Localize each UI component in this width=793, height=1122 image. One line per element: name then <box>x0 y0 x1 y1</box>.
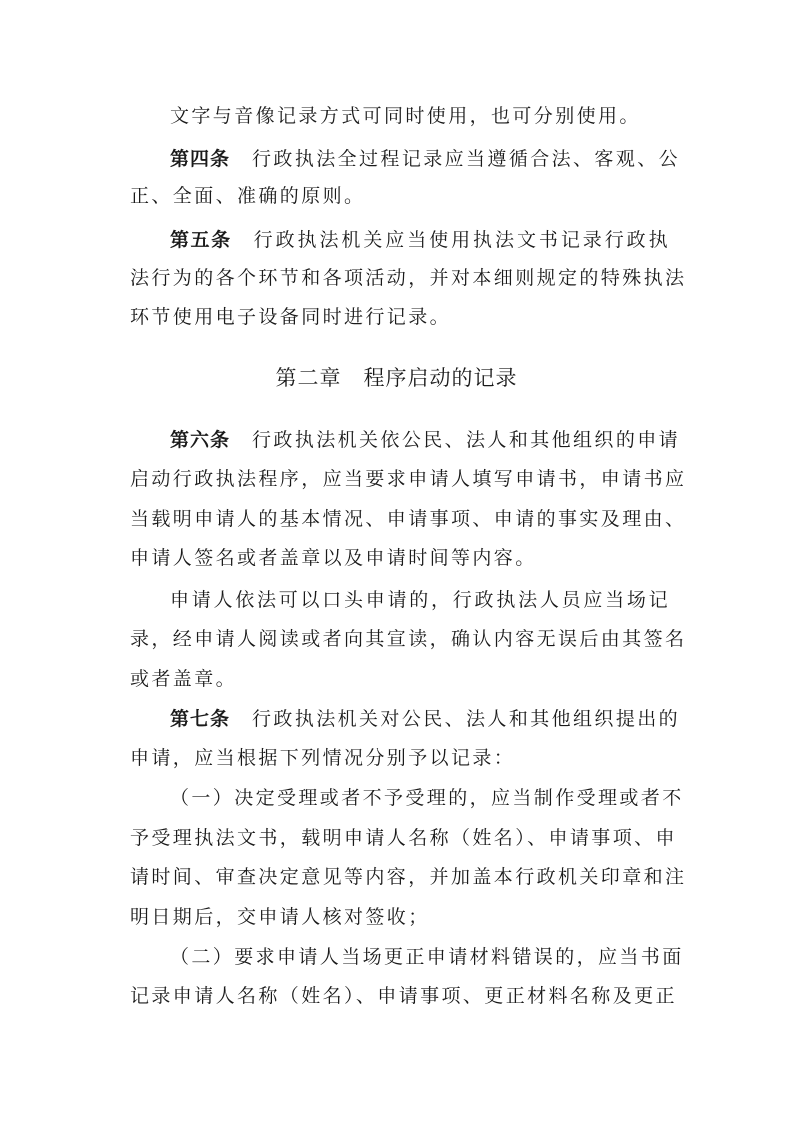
article-5-text: 行政执法机关应当使用执法文书记录行政执 <box>253 229 670 251</box>
article-4-line <box>170 139 681 179</box>
article-6-label: 第六条 <box>170 429 231 451</box>
list-item-line: 予受理执法文书，载明申请人名称（姓名）、申请事项、申 <box>130 827 677 849</box>
article-6-line: 申请人签名或者盖章以及申请时间等内容。 <box>130 547 537 569</box>
list-item-line: 请时间、审查决定意见等内容，并加盖本行政机关印章和注 <box>130 866 687 888</box>
chapter-heading <box>0 356 793 400</box>
chapter-number: 第二章 <box>275 366 342 390</box>
article-4-label: 第四条 <box>170 148 231 170</box>
paragraph-line: 文字与音像记录方式可同时使用，也可分别使用。 <box>170 105 641 127</box>
article-5-label: 第五条 <box>170 229 232 251</box>
list-item-line: 记录申请人名称（姓名）、申请事项、更正材料名称及更正 <box>130 985 677 1007</box>
article-6-line: 当载明申请人的基本情况、申请事项、申请的事实及理由、 <box>130 508 687 530</box>
article-7-label: 第七条 <box>170 708 231 730</box>
article-5-line: 法行为的各个环节和各项活动，并对本细则规定的特殊执法 <box>130 267 687 289</box>
article-7-text: 行政执法机关对公民、法人和其他组织提出的 <box>252 708 681 730</box>
article-4-line: 正、全面、准确的原则。 <box>130 185 366 207</box>
chapter-title: 程序启动的记录 <box>363 366 518 390</box>
list-item-line: （二）要求申请人当场更正申请材料错误的，应当书面 <box>170 946 684 968</box>
paragraph-line: 录，经申请人阅读或者向其宣读，确认内容无误后由其签名 <box>130 628 687 650</box>
paragraph-line: 申请人依法可以口头申请的，行政执法人员应当场记 <box>170 589 670 611</box>
paragraph-line: 或者盖章。 <box>130 668 238 690</box>
article-7-line <box>170 699 681 739</box>
article-6-line: 启动行政执法程序，应当要求申请人填写申请书，申请书应 <box>130 468 687 490</box>
article-4-text: 行政执法全过程记录应当遵循合法、客观、公 <box>252 148 681 170</box>
list-item-line: （一）决定受理或者不予受理的，应当制作受理或者不 <box>170 787 684 809</box>
article-6-text: 行政执法机关依公民、法人和其他组织的申请 <box>252 429 681 451</box>
article-6-line <box>170 420 681 460</box>
article-7-line: 申请，应当根据下列情况分别予以记录： <box>130 747 516 769</box>
list-item-line: 明日期后，交申请人核对签收； <box>130 906 430 928</box>
article-5-line <box>170 220 670 260</box>
article-5-line: 环节使用电子设备同时进行记录。 <box>130 306 452 328</box>
